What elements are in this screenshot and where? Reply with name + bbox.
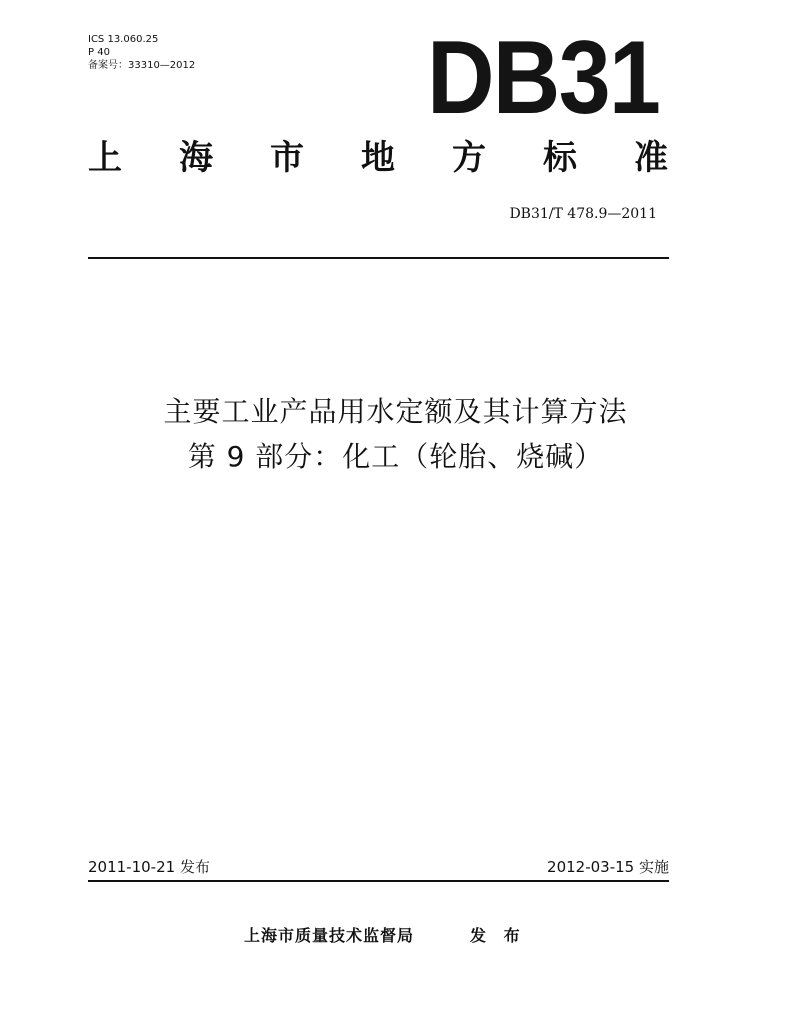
ccs-code: P 40 xyxy=(88,47,110,58)
category-char: 市 xyxy=(270,138,304,178)
document-title: 主要工业产品用水定额及其计算方法 xyxy=(163,395,628,428)
category-char: 海 xyxy=(179,138,213,178)
category-char: 方 xyxy=(452,138,486,178)
issue-action: 发 布 xyxy=(470,926,526,945)
issue-date: 2011-10-21 发布 xyxy=(88,858,210,876)
category-char: 上 xyxy=(88,138,122,178)
category-char: 准 xyxy=(634,138,668,178)
ics-code: ICS 13.060.25 xyxy=(88,34,159,45)
standard-code: DB31/T 478.9—2011 xyxy=(509,206,657,222)
standard-category xyxy=(88,138,668,178)
category-char: 地 xyxy=(361,138,395,178)
record-number: 备案号：33310—2012 xyxy=(88,60,196,71)
document-subtitle: 第 9 部分：化工（轮胎、烧碱） xyxy=(187,440,604,473)
footer-divider xyxy=(88,880,669,882)
effective-date: 2012-03-15 实施 xyxy=(547,858,669,876)
header-divider xyxy=(88,257,669,259)
issuing-authority: 上海市质量技术监督局 xyxy=(244,926,415,945)
db31-logo: DB31 xyxy=(427,20,660,136)
category-char: 标 xyxy=(543,138,577,178)
